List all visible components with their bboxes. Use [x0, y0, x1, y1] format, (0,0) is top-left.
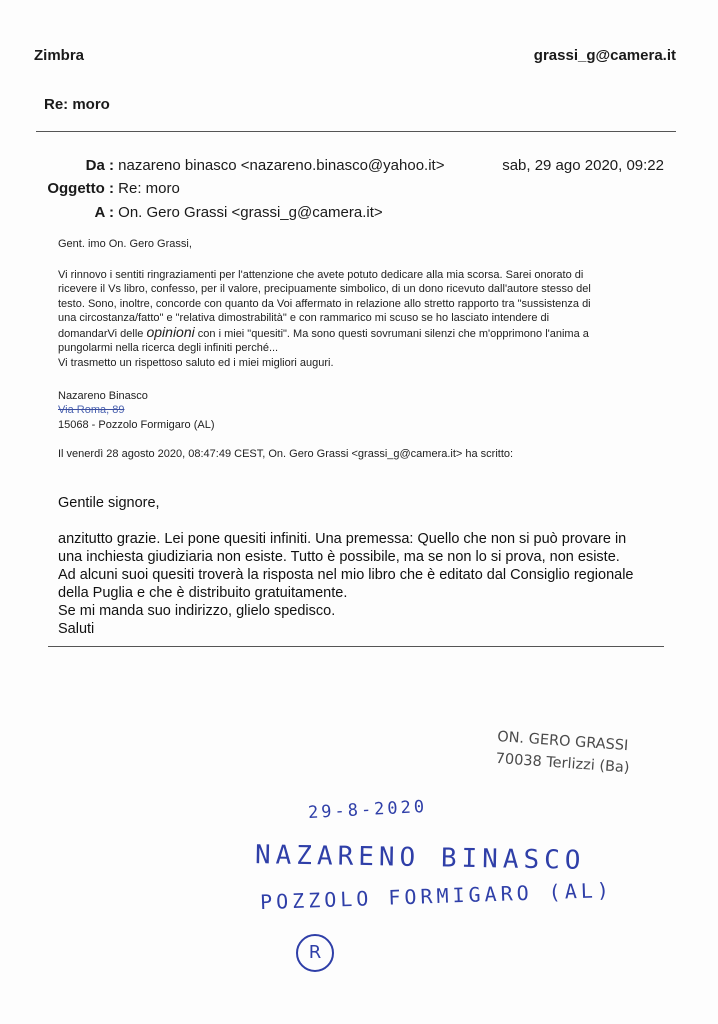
reply-paragraph [58, 268, 591, 370]
app-name: Zimbra [34, 47, 85, 64]
quote-intro: Il venerdì 28 agosto 2020, 08:47:49 CEST, On. Gero Grassi <grassi_g@camera.it> ha scritto: [58, 448, 514, 460]
original-line: Ad alcuni suoi quesiti troverà la risposta nel mio libro che è editato dal Consiglio regionale [58, 567, 634, 583]
reply-line [58, 325, 591, 341]
original-line: della Puglia e che è distribuito gratuitamente. [58, 585, 348, 601]
account-email: grassi_g@camera.it [533, 47, 676, 64]
stamp-line-name: ON. GERO GRASSI [496, 728, 629, 755]
reply-greeting: Gent. imo On. Gero Grassi, [58, 238, 192, 250]
address-stamp [495, 726, 632, 779]
original-line: una inchiesta giudiziaria non esiste. Tutto è possibile, ma se non lo si prova, non esiste. [58, 549, 620, 565]
reply-line: testo. Sono, inoltre, concorde con quanto da Voi affermato in relazione allo stretto rapporto tra "sussistenza di [58, 297, 591, 310]
message-subject-title: Re: moro [44, 96, 110, 113]
emphasized-word: opinioni [146, 324, 195, 341]
reply-line: Vi rinnovo i sentiti ringraziamenti per l'attenzione che avete potuto dedicare alla mia scorsa. Sarei onorato di [58, 269, 584, 281]
stamp-line-city: 70038 Terlizzi (Ba) [495, 750, 631, 777]
to-value: On. Gero Grassi <grassi_g@camera.it> [118, 204, 383, 221]
signature-city: 15068 - Pozzolo Formigaro (AL) [58, 418, 215, 431]
original-line: anzitutto grazie. Lei pone quesiti infiniti. Una premessa: Quello che non si può provare in [58, 531, 627, 547]
handwritten-place: POZZOLO FORMIGARO (AL) [259, 877, 614, 915]
from-value: nazareno binasco <nazareno.binasco@yahoo.it> [118, 157, 445, 174]
original-line: Saluti [58, 621, 95, 637]
subject-label: Oggetto : [47, 180, 114, 197]
subject-row [44, 180, 180, 197]
footer-divider [48, 646, 664, 647]
signature-name: Nazareno Binasco [58, 390, 148, 402]
signature [58, 389, 215, 432]
from-row [44, 157, 444, 174]
reply-line-start: domandarVi delle [58, 328, 147, 341]
reply-line: Vi trasmetto un rispettoso saluto ed i miei migliori auguri. [58, 356, 334, 369]
handwritten-date: 29-8-2020 [307, 796, 428, 824]
handwritten-name: NAZARENO BINASCO [254, 840, 586, 876]
reply-line: pungolarmi nella ricerca degli infiniti perché... [58, 342, 279, 355]
original-paragraph [58, 530, 634, 638]
subject-value: Re: moro [118, 180, 180, 197]
registered-mark: R [296, 934, 334, 972]
from-label: Da : [85, 157, 114, 174]
to-row [44, 204, 383, 221]
reply-line: una circostanza/fatto" e "relativa dimostrabilità" e con rammarico mi scuso se ho lasciato intendere di [58, 311, 550, 324]
message-date: sab, 29 ago 2020, 09:22 [502, 157, 664, 174]
reply-line-end: con i miei "quesiti". Ma sono questi sovrumani silenzi che m'opprimono l'anima a [194, 328, 589, 341]
header-divider [36, 131, 676, 132]
original-line: Se mi manda suo indirizzo, glielo spedisco. [58, 603, 336, 619]
original-greeting: Gentile signore, [58, 495, 160, 511]
signature-street: Via Roma, 89 [58, 404, 125, 417]
reply-line: ricevere il Vs libro, confesso, per il valore, precipuamente simbolico, di un dono ricevuto dall'autore stesso del [58, 283, 591, 296]
to-label: A : [94, 204, 114, 221]
